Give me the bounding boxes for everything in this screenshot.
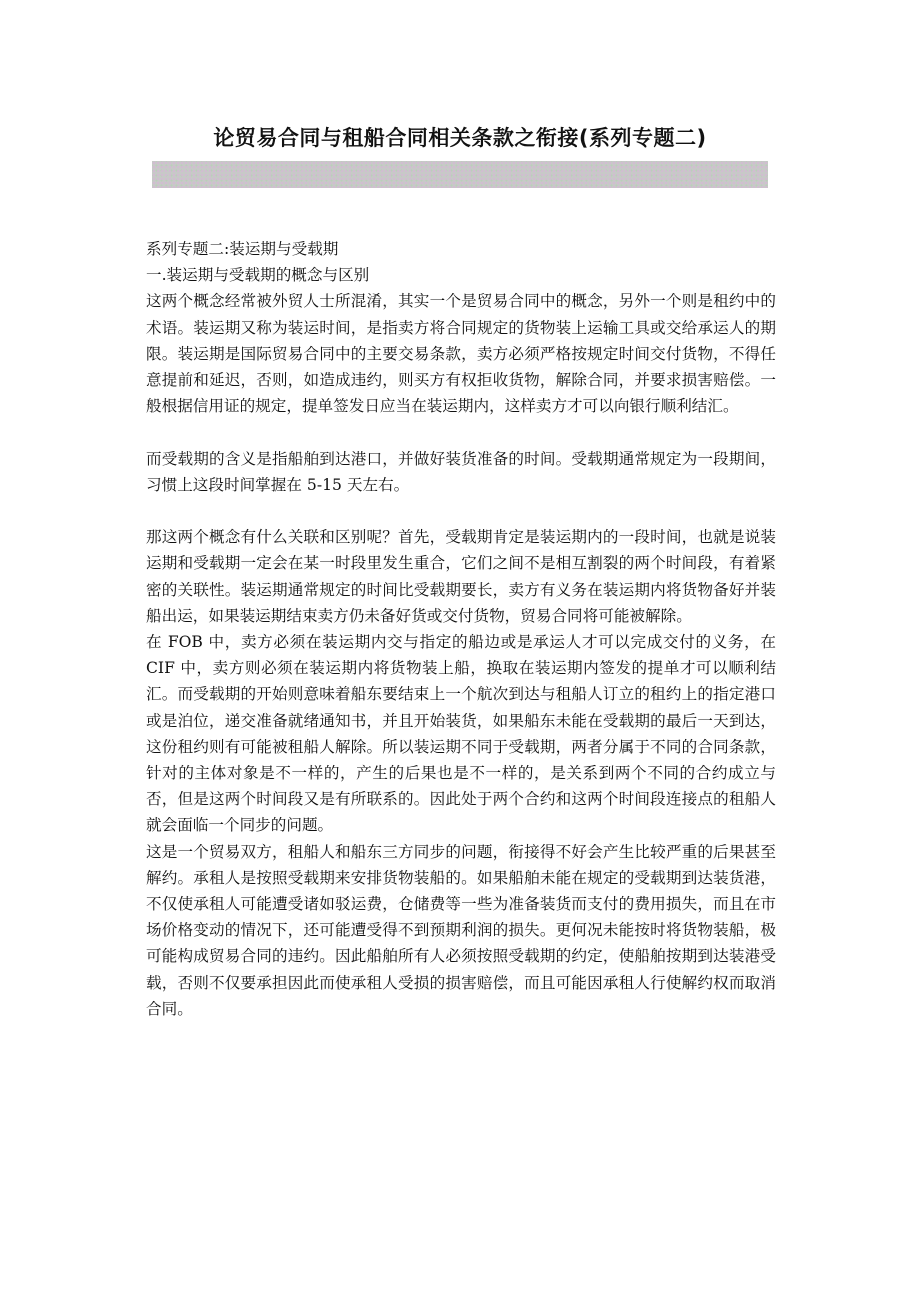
document-body xyxy=(146,236,776,1022)
title-divider-bar xyxy=(152,161,768,188)
paragraph-4: 在 FOB 中，卖方必须在装运期内交与指定的船边或是承运人才可以完成交付的义务，在 CIF 中，卖方则必须在装运期内将货物装上船，换取在装运期内签发的提单才可以顺利结汇。而受载期的开始则意味着船东要结束上一个航次到达与租船人订立的租约上的指定港口或是泊位，递交准备就绪通知书，并且开始装货，如果船东未能在受载期的最后一天到达，这份租约则有可能被租船人解除。所以装运期不同于受载期，两者分属于不同的合同条款，针对的主体对象是不一样的，产生的后果也是不一样的，是关系到两个不同的合约成立与否，但是这两个时间段又是有所联系的。因此处于两个合约和这两个时间段连接点的租船人就会面临一个同步的问题。 xyxy=(146,633,776,835)
section-heading: 一.装运期与受载期的概念与区别 xyxy=(146,266,370,285)
paragraph-5: 这是一个贸易双方，租船人和船东三方同步的问题，衔接得不好会产生比较严重的后果甚至解约。承租人是按照受载期来安排货物装船的。如果船舶未能在规定的受载期到达装货港，不仅使承租人可能遭受诸如驳运费，仓储费等一些为准备装货而支付的费用损失，而且在市场价格变动的情况下，还可能遭受得不到预期利润的损失。更何况未能按时将货物装船，极可能构成贸易合同的违约。因此船舶所有人必须按照受载期的约定，使船舶按期到达装港受载，否则不仅要承担因此而使承租人受损的损害赔偿，而且可能因承租人行使解约权而取消合同。 xyxy=(146,842,776,1018)
document-title: 论贸易合同与租船合同相关条款之衔接(系列专题二) xyxy=(213,126,707,150)
paragraph-2: 而受载期的含义是指船舶到达港口，并做好装货准备的时间。受载期通常规定为一段期间，习惯上这段时间掌握在 5-15 天左右。 xyxy=(146,449,776,494)
paragraph-spacer xyxy=(146,498,776,524)
paragraph-1: 这两个概念经常被外贸人士所混淆，其实一个是贸易合同中的概念，另外一个则是租约中的术语。装运期又称为装运时间，是指卖方将合同规定的货物装上运输工具或交给承运人的期限。装运期是国际贸易合同中的主要交易条款，卖方必须严格按规定时间交付货物，不得任意提前和延迟，否则，如造成违约，则买方有权拒收货物，解除合同，并要求损害赔偿。一般根据信用证的规定，提单签发日应当在装运期内，这样卖方才可以向银行顺利结汇。 xyxy=(146,292,776,416)
paragraph-spacer xyxy=(146,419,776,445)
series-heading: 系列专题二:装运期与受载期 xyxy=(146,240,339,258)
paragraph-3: 那这两个概念有什么关联和区别呢？首先，受载期肯定是装运期内的一段时间，也就是说装运期和受载期一定会在某一时段里发生重合，它们之间不是相互割裂的两个时间段，有着紧密的关联性。装运期通常规定的时间比受载期要长，卖方有义务在装运期内将货物备好并装船出运，如果装运期结束卖方仍未备好货或交付货物，贸易合同将可能被解除。 xyxy=(146,528,776,625)
